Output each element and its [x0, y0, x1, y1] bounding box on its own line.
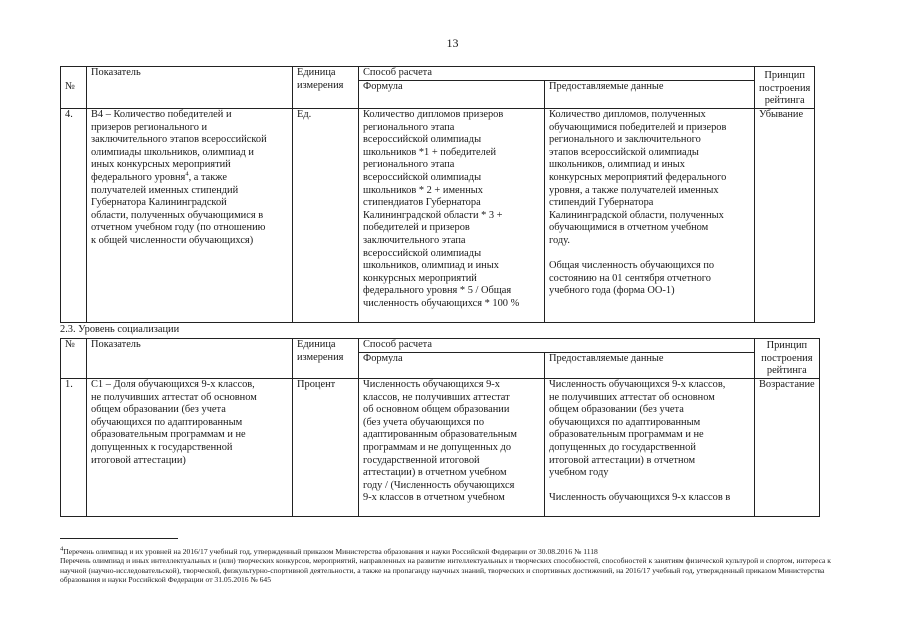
provided-data-cell: Численность обучающихся 9-х классов, не получивших аттестат об основном общем образовании (без учета обучающихся по адаптированным образовательным программам и не допущенных до государственной итоговой аттестации) в отчетном учебном году Численность обучающихся 9-х классов в — [545, 379, 755, 517]
formula-cell: Численность обучающихся 9-х классов, не получивших аттестат об основном общем образовании (без учета обучающихся по адаптированным образовательным программам и не допущенных до государственной итоговой аттестации) в отчетном учебном году / (Численность обучающихся 9-х классов в отчетном учебном — [359, 379, 545, 517]
table-row — [61, 379, 820, 517]
section-title: 2.3. Уровень социализации — [60, 324, 180, 335]
footnote-line-2: Перечень олимпиад и иных интеллектуальных и (или) творческих конкурсов, мероприятий, направленных на развитие интеллектуальных и творческих способностей, способностей к занятиям физической культурой и спортом, интереса к научной (научно-исследовательской), творческой, физкультурно-спортивной деятельности, а также на пропаганду научных знаний, творческих и спортивных достижений, на 2016/17 учебный год, утвержденный приказом Министерства образования и науки Российской Федерации от 31.05.2016 № 645 — [60, 556, 831, 584]
header-principle: Принцип построения рейтинга — [755, 339, 820, 379]
footnote-marker: 4 — [60, 545, 64, 553]
header-formula: Формула — [359, 353, 545, 379]
header-unit: Единица измерения — [293, 339, 359, 379]
footnote-line-1 — [60, 547, 850, 556]
header-no: № — [61, 339, 87, 379]
header-method: Способ расчета — [359, 339, 755, 353]
principle-cell: Убывание — [755, 109, 815, 323]
formula-cell: Количество дипломов призеров регионального этапа всероссийской олимпиады школьников *1 + победителей регионального этапа всероссийской олимпиады школьников * 2 + именных стипендиатов Губернатора Калининградской области * 3 + победителей и призеров заключительного этапа всероссийской олимпиады школьников, олимпиад и иных конкурсных мероприятий федерального уровня * 5 / Общая численность обучающихся * 100 % — [359, 109, 545, 323]
header-indicator: Показатель — [87, 67, 293, 109]
header-formula: Формула — [359, 81, 545, 109]
footnote-ref: 4 — [185, 170, 189, 178]
indicators-table-1 — [60, 66, 815, 323]
indicator-text-a: В4 – Количество победителей и призеров регионального и заключительного этапов всероссийской олимпиады школьников, олимпиад и иных конкурсных мероприятий федерального уровня — [91, 109, 267, 183]
indicators-table-2 — [60, 338, 820, 517]
header-method: Способ расчета — [359, 67, 755, 81]
header-no: № — [61, 67, 87, 109]
indicator-text-b: , а также получателей именных стипендий Губернатора Калининградской области, полученных обучающимися в отчетном учебном году (по отношению к общей численности обучающихся) — [91, 171, 266, 246]
header-principle: Принцип построения рейтинга — [755, 67, 815, 109]
row-number: 4. — [61, 109, 87, 323]
principle-cell: Возрастание — [755, 379, 820, 517]
page-number: 13 — [446, 36, 459, 50]
header-provided: Предоставляемые данные — [545, 353, 755, 379]
table-row — [61, 109, 815, 323]
indicator-cell: С1 – Доля обучающихся 9-х классов, не получивших аттестат об основном общем образовании (без учета обучающихся по адаптированным образовательным программам и не допущенных к государственной итоговой аттестации) — [87, 379, 293, 517]
footnotes — [60, 547, 850, 584]
header-provided: Предоставляемые данные — [545, 81, 755, 109]
provided-data-cell: Количество дипломов, полученных обучающимися победителей и призеров регионального и заключительного этапов всероссийской олимпиады школьников, олимпиад и иных конкурсных мероприятий федерального уровня, а также получателей именных стипендий Губернатора Калининградской области, полученных обучающимися в отчетном учебном году. Общая численность обучающихся по состоянию на 01 сентября отчетного учебного года (форма ОО-1) — [545, 109, 755, 323]
footnote-divider — [60, 538, 178, 539]
row-number: 1. — [61, 379, 87, 517]
header-unit: Единица измерения — [293, 67, 359, 109]
unit-cell: Ед. — [293, 109, 359, 323]
header-indicator: Показатель — [87, 339, 293, 379]
indicator-cell — [87, 109, 293, 323]
footnote-text-1: Перечень олимпиад и их уровней на 2016/17 учебный год, утвержденный приказом Министерства образования и науки Российской Федерации от 30.08.2016 № 1118 — [63, 547, 598, 556]
unit-cell: Процент — [293, 379, 359, 517]
